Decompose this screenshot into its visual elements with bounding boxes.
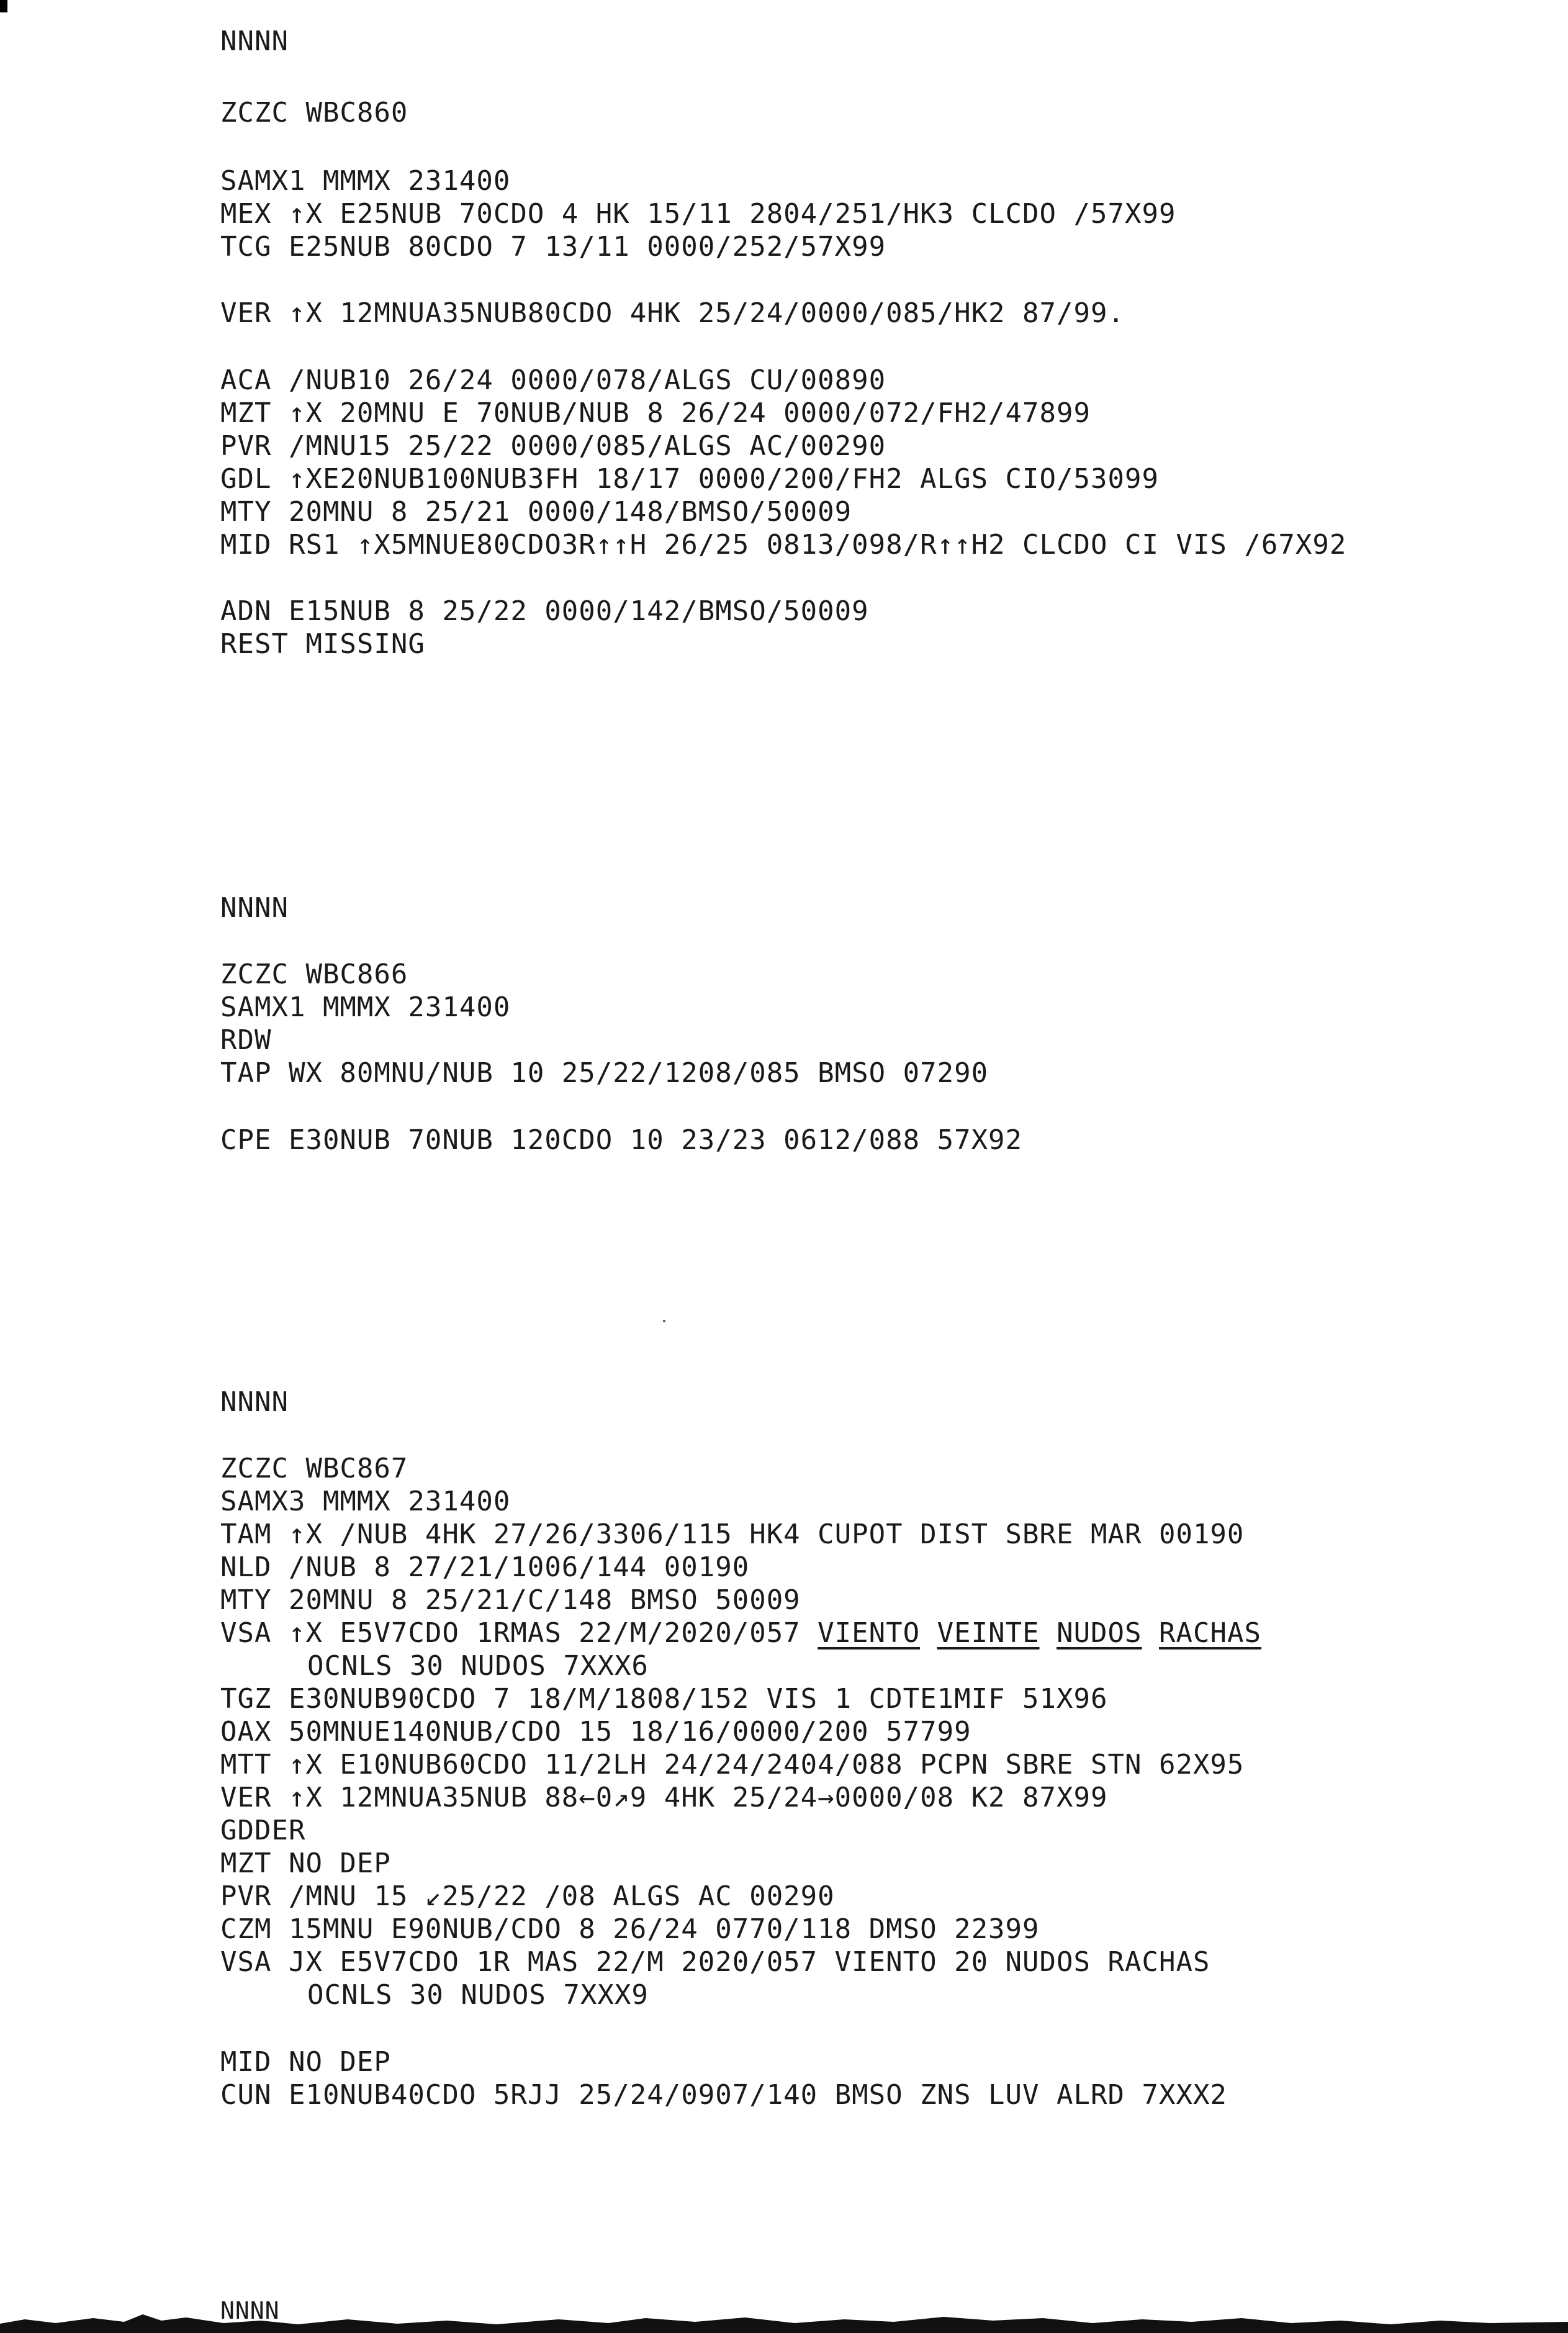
report-line-mid: MID RS1 ↑X5MNUE80CDO3R↑↑H 26/25 0813/098/R↑↑H2 CLCDO CI VIS /67X92 bbox=[220, 529, 1347, 561]
bulletin-id: ZCZC WBC866 bbox=[220, 959, 408, 990]
underlined-word: RACHAS bbox=[1159, 1617, 1261, 1649]
report-line-ver: VER ↑X 12MNUA35NUB80CDO 4HK 25/24/0000/085/HK2 87/99. bbox=[220, 297, 1125, 329]
report-line-czm: CZM 15MNU E90NUB/CDO 8 26/24 0770/118 DMSO 22399 bbox=[220, 1913, 1040, 1945]
bulletin-id: ZCZC WBC860 bbox=[220, 97, 408, 129]
report-line-tcg: TCG E25NUB 80CDO 7 13/11 0000/252/57X99 bbox=[220, 231, 886, 263]
nnnn-marker: NNNN bbox=[220, 25, 289, 57]
bulletin-header: SAMX1 MMMX 231400 bbox=[220, 991, 511, 1023]
report-line-tap: TAP WX 80MNU/NUB 10 25/22/1208/085 BMSO 07290 bbox=[220, 1057, 989, 1089]
report-line-mzt: MZT NO DEP bbox=[220, 1848, 391, 1879]
nnnn-marker: NNNN bbox=[220, 2297, 280, 2324]
report-line-tam: TAM ↑X /NUB 4HK 27/26/3306/115 HK4 CUPOT DIST SBRE MAR 00190 bbox=[220, 1518, 1245, 1550]
report-line-vsa bbox=[220, 1617, 1261, 1649]
report-line-cpe: CPE E30NUB 70NUB 120CDO 10 23/23 0612/088 57X92 bbox=[220, 1124, 1023, 1156]
report-line-mex: MEX ↑X E25NUB 70CDO 4 HK 15/11 2804/251/HK3 CLCDO /57X99 bbox=[220, 198, 1176, 230]
report-line-tgz: TGZ E30NUB90CDO 7 18/M/1808/152 VIS 1 CDTE1MIF 51X96 bbox=[220, 1683, 1108, 1715]
stray-mark bbox=[663, 1320, 665, 1322]
nnnn-marker: NNNN bbox=[220, 892, 289, 924]
report-line-vsa-2-continued: OCNLS 30 NUDOS 7XXX9 bbox=[307, 1979, 649, 2011]
report-line-mid: MID NO DEP bbox=[220, 2046, 391, 2078]
report-line-vsa-continued: OCNLS 30 NUDOS 7XXX6 bbox=[307, 1650, 649, 1682]
report-line-mzt: MZT ↑X 20MNU E 70NUB/NUB 8 26/24 0000/072/FH2/47899 bbox=[220, 397, 1091, 429]
report-line-oax: OAX 50MNUE140NUB/CDO 15 18/16/0000/200 57799 bbox=[220, 1716, 971, 1748]
report-line-mty: MTY 20MNU 8 25/21/C/148 BMSO 50009 bbox=[220, 1584, 801, 1616]
torn-paper-edge bbox=[0, 2296, 1568, 2333]
report-line-aca: ACA /NUB10 26/24 0000/078/ALGS CU/00890 bbox=[220, 364, 886, 396]
report-line-pvr: PVR /MNU15 25/22 0000/085/ALGS AC/00290 bbox=[220, 430, 886, 462]
nnnn-marker: NNNN bbox=[220, 1386, 289, 1418]
report-line-mtt: MTT ↑X E10NUB60CDO 11/2LH 24/24/2404/088 PCPN SBRE STN 62X95 bbox=[220, 1749, 1245, 1780]
report-line-adn: ADN E15NUB 8 25/22 0000/142/BMSO/50009 bbox=[220, 595, 869, 627]
report-line-rdw: RDW bbox=[220, 1024, 272, 1056]
vsa-prefix: VSA ↑X E5V7CDO 1RMAS 22/M/2020/057 bbox=[220, 1617, 818, 1649]
corner-mark bbox=[0, 0, 7, 12]
report-line-gdder: GDDER bbox=[220, 1815, 306, 1846]
rest-missing-note: REST MISSING bbox=[220, 628, 425, 660]
report-line-mty: MTY 20MNU 8 25/21 0000/148/BMSO/50009 bbox=[220, 496, 852, 528]
report-line-nld: NLD /NUB 8 27/21/1006/144 00190 bbox=[220, 1551, 750, 1583]
bulletin-header: SAMX3 MMMX 231400 bbox=[220, 1486, 511, 1517]
report-line-pvr: PVR /MNU 15 ↙25/22 /08 ALGS AC 00290 bbox=[220, 1880, 835, 1912]
report-line-ver: VER ↑X 12MNUA35NUB 88←0↗9 4HK 25/24→0000/08 K2 87X99 bbox=[220, 1782, 1108, 1813]
underlined-word: VIENTO bbox=[818, 1617, 921, 1649]
report-line-vsa-2: VSA JX E5V7CDO 1R MAS 22/M 2020/057 VIENTO 20 NUDOS RACHAS bbox=[220, 1946, 1210, 1978]
bulletin-id: ZCZC WBC867 bbox=[220, 1453, 408, 1484]
report-line-cun: CUN E10NUB40CDO 5RJJ 25/24/0907/140 BMSO ZNS LUV ALRD 7XXX2 bbox=[220, 2079, 1227, 2111]
underlined-word: NUDOS bbox=[1057, 1617, 1142, 1649]
underlined-word: VEINTE bbox=[937, 1617, 1040, 1649]
bulletin-header: SAMX1 MMMX 231400 bbox=[220, 165, 511, 197]
report-line-gdl: GDL ↑XE20NUB100NUB3FH 18/17 0000/200/FH2 ALGS CIO/53099 bbox=[220, 463, 1159, 495]
